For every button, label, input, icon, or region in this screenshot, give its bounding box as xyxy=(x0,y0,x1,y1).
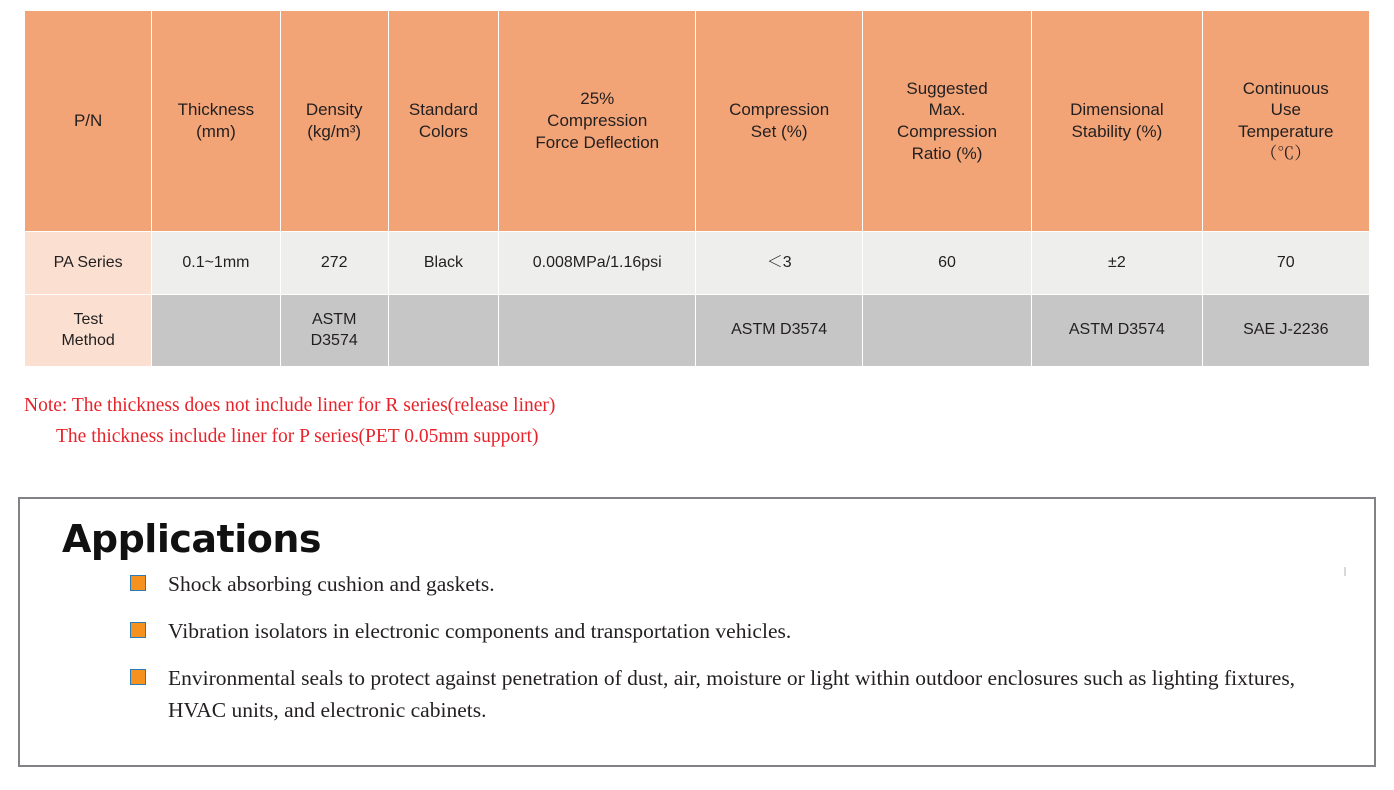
square-bullet-icon xyxy=(130,575,146,591)
cell-method-thickness xyxy=(152,295,280,367)
column-header-thickness-line1: Thickness xyxy=(177,100,255,120)
column-header-smcr-line3: Compression xyxy=(896,122,998,141)
cell-compression-set: ＜3 xyxy=(696,232,862,295)
column-header-cset-line2: Set (%) xyxy=(750,122,808,141)
list-item-text: Shock absorbing cushion and gaskets. xyxy=(168,572,495,596)
table-header-row xyxy=(25,11,1370,232)
cell-method-cfd xyxy=(499,295,696,367)
cell-method-density-line2: D3574 xyxy=(310,331,358,349)
column-header-dim-line1: Dimensional xyxy=(1070,100,1164,120)
column-header-temp-line3: Temperature xyxy=(1238,122,1334,141)
column-header-suggested-max-compression-ratio xyxy=(862,11,1031,232)
cell-method-compression-set: ASTM D3574 xyxy=(696,295,862,367)
column-header-temp-line1: Continuous xyxy=(1242,78,1329,98)
column-header-thickness xyxy=(152,11,280,232)
cell-dimensional-stability: ±2 xyxy=(1032,232,1202,295)
decorative-mark xyxy=(1344,567,1346,576)
table-header xyxy=(25,11,1370,232)
column-header-colors-line2: Colors xyxy=(418,122,468,141)
table-row xyxy=(25,232,1370,295)
cell-method-density xyxy=(280,295,388,367)
list-item xyxy=(130,663,1348,725)
square-bullet-icon xyxy=(130,622,146,638)
column-header-cfd-line2: Compression xyxy=(547,111,648,131)
cell-pn-series: PA Series xyxy=(25,232,152,295)
column-header-density-line1: Density xyxy=(305,100,363,120)
cell-standard-colors: Black xyxy=(388,232,498,295)
cell-test-method-label xyxy=(25,295,152,367)
cell-compression-force-deflection: 0.008MPa/1.16psi xyxy=(499,232,696,295)
cell-method-dimensional-stability: ASTM D3574 xyxy=(1032,295,1202,367)
cell-method-temperature: SAE J-2236 xyxy=(1202,295,1369,367)
cell-test-method-label-line1: Test xyxy=(73,311,103,329)
column-header-colors-line1: Standard xyxy=(408,100,478,120)
note-line-2: The thickness include liner for P series(PET 0.05mm support) xyxy=(56,426,539,448)
cell-test-method-label-line2: Method xyxy=(61,331,115,349)
column-header-pn-label: P/N xyxy=(73,111,103,131)
table-body xyxy=(25,232,1370,367)
notes-block xyxy=(24,390,555,452)
column-header-temp-line4: （℃） xyxy=(1260,143,1312,163)
column-header-dimensional-stability xyxy=(1032,11,1202,232)
column-header-density xyxy=(280,11,388,232)
applications-title: Applications xyxy=(62,517,321,561)
column-header-cfd-line3: Force Deflection xyxy=(535,132,660,152)
cell-method-smcr xyxy=(862,295,1031,367)
column-header-smcr-line1: Suggested xyxy=(906,78,988,98)
column-header-smcr-line4: Ratio (%) xyxy=(911,143,983,163)
column-header-density-line2: (kg/m³) xyxy=(307,122,362,141)
list-item xyxy=(130,616,1348,647)
list-item xyxy=(130,569,1348,600)
cell-method-colors xyxy=(388,295,498,367)
column-header-smcr-line2: Max. xyxy=(928,100,966,120)
column-header-compression-force-deflection xyxy=(499,11,696,232)
spec-table-container xyxy=(24,10,1370,367)
column-header-pn xyxy=(25,11,152,232)
cell-method-density-line1: ASTM xyxy=(311,311,357,329)
applications-list xyxy=(46,569,1348,726)
list-item-text: Vibration isolators in electronic components and transportation vehicles. xyxy=(168,619,792,644)
table-row-test-method xyxy=(25,295,1370,367)
column-header-thickness-line2: (mm) xyxy=(196,122,236,141)
column-header-continuous-use-temperature xyxy=(1202,11,1369,232)
note-line-1: Note: The thickness does not include liner for R series(release liner) xyxy=(24,395,556,416)
column-header-dim-line2: Stability (%) xyxy=(1071,122,1163,141)
cell-density: 272 xyxy=(280,232,388,295)
list-item-text: Environmental seals to protect against penetration of dust, air, moisture or light within outdoor enclosures such as lighting fixtures, HVAC units, and electronic cabinets. xyxy=(168,666,1296,722)
column-header-standard-colors xyxy=(388,11,498,232)
column-header-cfd-line1: 25% xyxy=(580,89,615,109)
specification-table xyxy=(24,10,1370,367)
cell-continuous-use-temperature: 70 xyxy=(1202,232,1369,295)
square-bullet-icon xyxy=(130,669,146,685)
column-header-compression-set xyxy=(696,11,862,232)
column-header-cset-line1: Compression xyxy=(729,100,830,120)
column-header-temp-line2: Use xyxy=(1270,100,1301,120)
cell-suggested-max-compression-ratio: 60 xyxy=(862,232,1031,295)
cell-thickness: 0.1~1mm xyxy=(152,232,280,295)
applications-panel xyxy=(18,497,1376,767)
